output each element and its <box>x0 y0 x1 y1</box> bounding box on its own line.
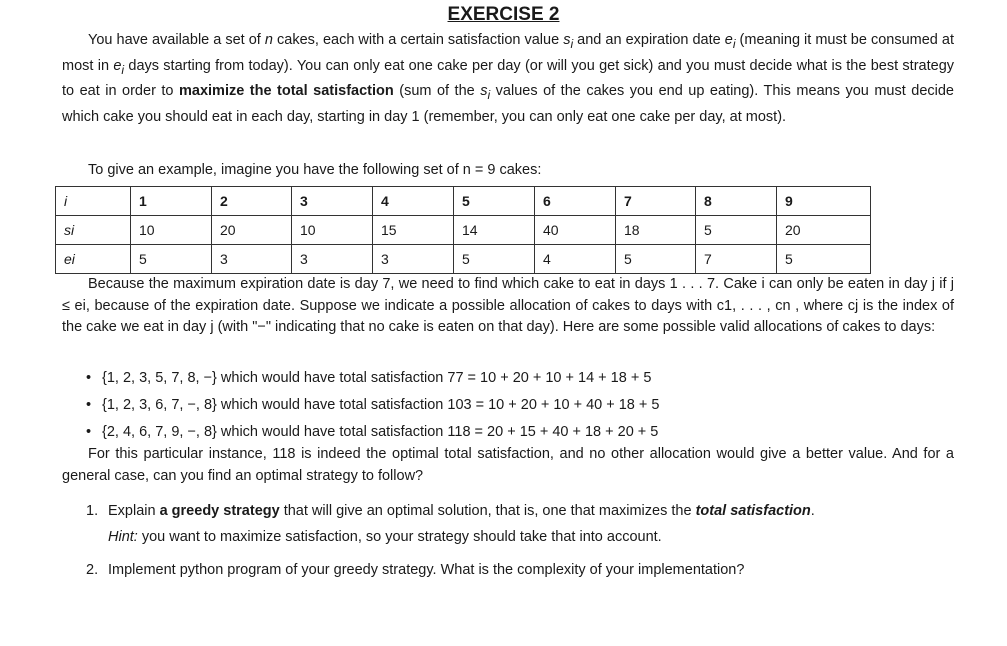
table-cell: 5 <box>454 187 535 216</box>
table-cell: 1 <box>131 187 212 216</box>
table-row-index <box>56 187 871 216</box>
example-intro: To give an example, imagine you have the following set of n = 9 cakes: <box>88 162 542 178</box>
table-cell: 20 <box>212 216 292 245</box>
question-1: 1. Explain a greedy strategy that will give an optimal solution, that is, one that maximizes the total satisfaction. <box>86 503 815 519</box>
row-label: ei <box>56 245 131 274</box>
table-cell: 5 <box>454 245 535 274</box>
table-cell: 4 <box>535 245 616 274</box>
explanation-paragraph: Because the maximum expiration date is day 7, we need to find which cake to eat in days 1 . . . 7. Cake i can only be eaten in day j if j ≤ ei, because of the expiration date. Suppose we indicate a possible allocation of cakes to days with c1, . . . , cn , where cj is the index of the cake we eat in day j (with "−" indicating that no cake is eaten on that day). Here are some possible valid allocations of cakes to days: <box>62 276 954 336</box>
table-cell: 2 <box>212 187 292 216</box>
table-cell: 4 <box>373 187 454 216</box>
list-item: • {1, 2, 3, 6, 7, −, 8} which would have total satisfaction 103 = 10 + 20 + 10 + 40 + 18 + 5 <box>86 397 660 413</box>
table-cell: 3 <box>292 245 373 274</box>
table-cell: 3 <box>292 187 373 216</box>
table-cell: 40 <box>535 216 616 245</box>
question-1-hint: Hint: you want to maximize satisfaction, so your strategy should take that into account. <box>108 529 662 545</box>
table-cell: 10 <box>292 216 373 245</box>
table-cell: 5 <box>777 245 871 274</box>
table-cell: 5 <box>616 245 696 274</box>
table-cell: 18 <box>616 216 696 245</box>
cakes-table <box>55 186 871 274</box>
table-cell: 7 <box>616 187 696 216</box>
list-item: • {2, 4, 6, 7, 9, −, 8} which would have total satisfaction 118 = 20 + 15 + 40 + 18 + 20 + 5 <box>86 424 659 440</box>
table-cell: 14 <box>454 216 535 245</box>
question-2: 2. Implement python program of your greedy strategy. What is the complexity of your implementation? <box>86 562 745 578</box>
table-cell: 6 <box>535 187 616 216</box>
row-label: i <box>56 187 131 216</box>
intro-paragraph: You have available a set of n cakes, each with a certain satisfaction value $s_i$ and an expiration date $e_i$ (meaning it must be consumed at most in $e_i$ days starting from today). You can only eat one cake per day (or will you get sick) and you must decide what is the best strategy to eat in order to maximize the total satisfaction (sum of the $s_i$ values of the cakes you end up eating). This means you must decide which cake you should eat in each day, starting in day 1 (remember, you can only eat one cake per day, at most). <box>62 32 955 125</box>
exercise-title: EXERCISE 2 <box>447 4 560 25</box>
table-cell: 20 <box>777 216 871 245</box>
table-row-satisfaction <box>56 216 871 245</box>
list-item: • {1, 2, 3, 5, 7, 8, −} which would have total satisfaction 77 = 10 + 20 + 10 + 14 + 18 + 5 <box>86 370 652 386</box>
table-cell: 8 <box>696 187 777 216</box>
table-cell: 10 <box>131 216 212 245</box>
table-cell: 15 <box>373 216 454 245</box>
table-row-expiration <box>56 245 871 274</box>
row-label: si <box>56 216 131 245</box>
table-cell: 5 <box>696 216 777 245</box>
table-cell: 9 <box>777 187 871 216</box>
table-cell: 7 <box>696 245 777 274</box>
table-cell: 5 <box>131 245 212 274</box>
table-cell: 3 <box>373 245 454 274</box>
question-list <box>86 500 956 582</box>
conclusion-paragraph: For this particular instance, 118 is indeed the optimal total satisfaction, and no other allocation would give a better value. And for a general case, can you find an optimal strategy to follow? <box>62 446 954 484</box>
table-cell: 3 <box>212 245 292 274</box>
